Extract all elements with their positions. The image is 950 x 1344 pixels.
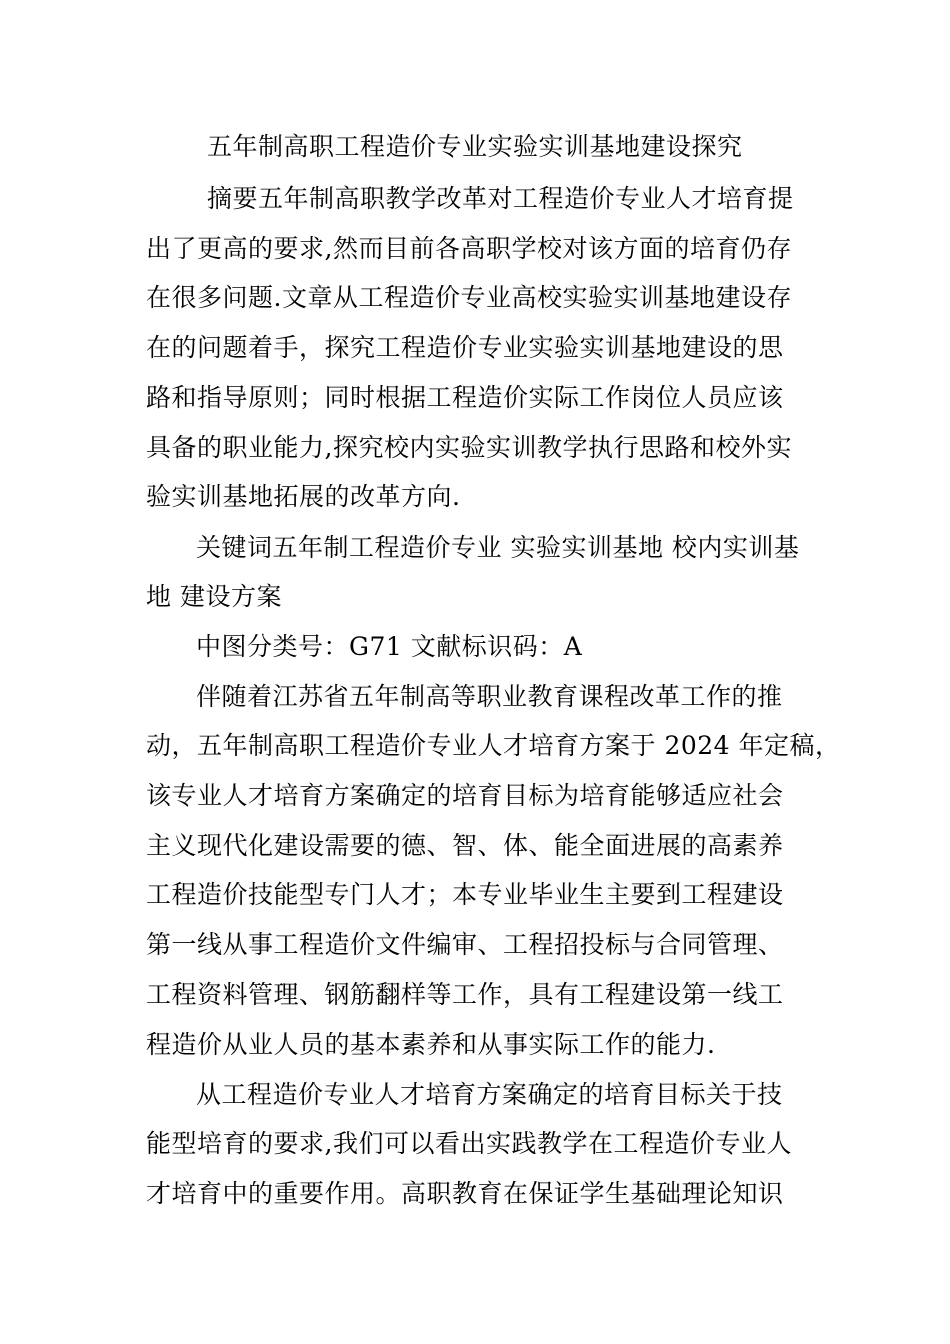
abstract-line: 路和指导原则；同时根据工程造价实际工作岗位人员应该	[146, 383, 784, 412]
abstract-line: 出了更高的要求,然而目前各高职学校对该方面的培育仍存	[146, 234, 792, 263]
paragraph-line: 动，五年制高职工程造价专业人才培育方案于 2024 年定稿，	[146, 731, 841, 760]
paragraph-line: 工程造价技能型专门人才；本专业毕业生主要到工程建设	[146, 880, 784, 909]
paragraph-line: 才培育中的重要作用。高职教育在保证学生基础理论知识	[146, 1179, 784, 1208]
paragraph-line: 程造价从业人员的基本素养和从事实际工作的能力.	[146, 1030, 716, 1059]
abstract-line: 在的问题着手，探究工程造价专业实验实训基地建设的思	[146, 333, 784, 362]
paragraph-line: 伴随着江苏省五年制高等职业教育课程改革工作的推	[196, 682, 783, 711]
abstract-line: 摘要五年制高职教学改革对工程造价专业人才培育提	[207, 184, 794, 213]
keywords-line: 地 建设方案	[146, 582, 282, 611]
paragraph-line: 该专业人才培育方案确定的培育目标为培育能够适应社会	[146, 781, 784, 810]
keywords-line: 关键词五年制工程造价专业 实验实训基地 校内实训基	[196, 533, 800, 562]
paragraph-line: 能型培育的要求,我们可以看出实践教学在工程造价专业人	[146, 1129, 792, 1158]
document-title: 五年制高职工程造价专业实验实训基地建设探究	[207, 132, 743, 161]
abstract-line: 具备的职业能力,探究校内实验实训教学执行思路和校外实	[146, 433, 792, 462]
paragraph-line: 主义现代化建设需要的德、智、体、能全面进展的高素养	[146, 831, 784, 860]
paragraph-line: 从工程造价专业人才培育方案确定的培育目标关于技	[196, 1080, 783, 1109]
paragraph-line: 第一线从事工程造价文件编审、工程招投标与合同管理、	[146, 930, 784, 959]
paragraph-line: 工程资料管理、钢筋翻样等工作，具有工程建设第一线工	[146, 980, 784, 1009]
classification-line: 中图分类号：G71 文献标识码：A	[196, 632, 583, 661]
abstract-line: 验实训基地拓展的改革方向.	[146, 482, 461, 511]
abstract-line: 在很多问题.文章从工程造价专业高校实验实训基地建设存	[146, 283, 792, 312]
